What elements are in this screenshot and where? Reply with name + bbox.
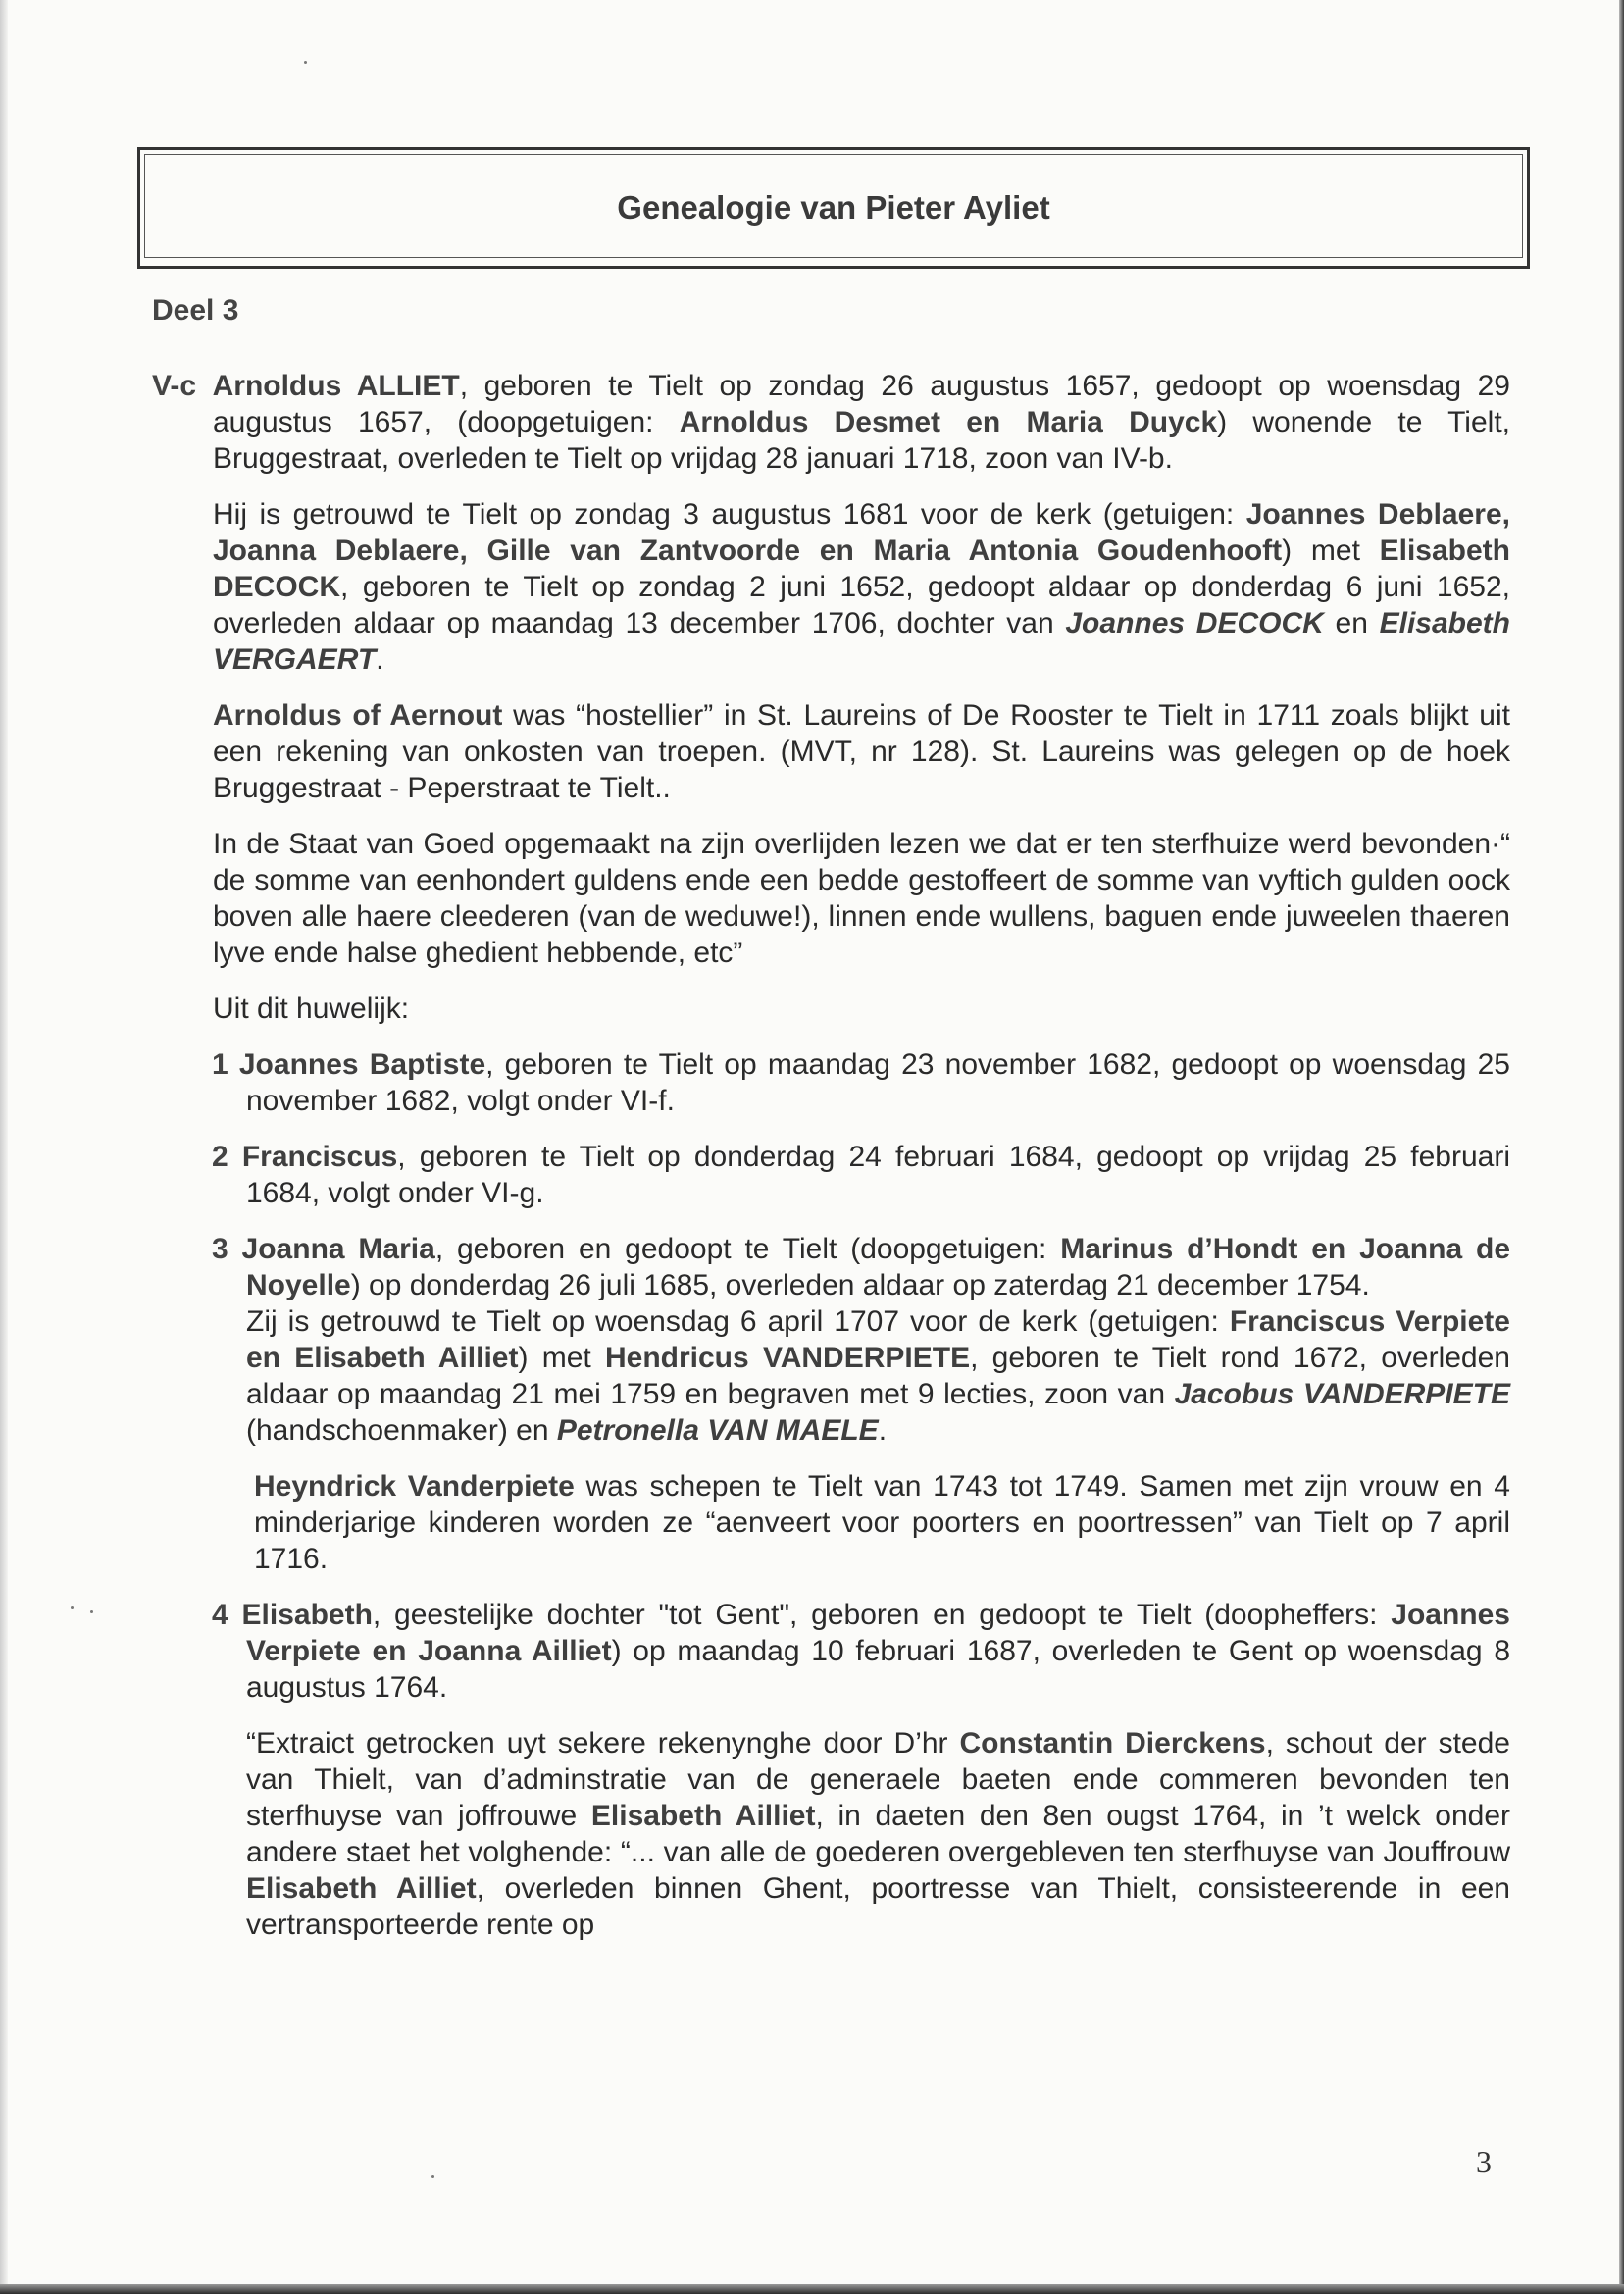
child-godparents: Marinus d’Hondt en Joanna de Noyelle — [246, 1233, 1511, 1301]
child-spouse-father: Jacobus VANDERPIETE — [1174, 1378, 1510, 1410]
quote-name: Elisabeth Ailliet — [246, 1872, 477, 1905]
note-name: Heyndrick Vanderpiete — [254, 1470, 575, 1503]
child-marriage-text-end: . — [878, 1414, 888, 1447]
child-1 — [152, 1046, 1510, 1119]
quote-text: , overleden binnen Ghent, poortresse van Thielt, consisteerende in een vertransporteerde rente op — [246, 1872, 1510, 1941]
child-text: , geestelijke dochter "tot Gent", geboren en gedoopt te Tielt (doopheffers: — [372, 1599, 1392, 1631]
child-text: , geboren te Tielt op maandag 23 november 1682, gedoopt op woensdag 25 november 1682, volgt onder VI-f. — [246, 1048, 1510, 1117]
child-text: , geboren te Tielt op donderdag 24 februari 1684, gedoopt op vrijdag 25 februari 1684, volgt onder VI-g. — [246, 1141, 1510, 1209]
note-text: was schepen te Tielt van 1743 tot 1749. Samen met zijn vrouw en 4 minderjarige kinderen worden ze “aenveert voor poorters en poortressen” van Tielt op 7 april 1716. — [254, 1470, 1510, 1575]
child-name: Joannes Baptiste — [238, 1048, 486, 1081]
page-edge-bottom — [0, 2284, 1624, 2294]
entry-godparents: Arnoldus Desmet en Maria Duyck — [679, 406, 1218, 438]
document-title: Genealogie van Pieter Ayliet — [617, 189, 1050, 226]
child-3 — [152, 1231, 1510, 1303]
child-spouse-mother: Petronella VAN MAELE — [556, 1414, 879, 1447]
marriage-text: ) met — [1282, 535, 1380, 567]
child-marriage-text: , geboren te Tielt rond 1672, overleden aldaar op maandag 21 mei 1759 en begraven met 9 lecties, zoon van — [246, 1342, 1510, 1410]
marriage-text: Hij is getrouwd te Tielt op zondag 3 augustus 1681 voor de kerk (getuigen: — [213, 498, 1246, 531]
quote-name: Elisabeth Ailliet — [590, 1800, 816, 1832]
entry-text-end: ) wonende te Tielt, Bruggestraat, overleden te Tielt op vrijdag 28 januari 1718, zoon van IV-b. — [213, 406, 1510, 475]
child-name: Franciscus — [241, 1141, 398, 1173]
child-marriage-text: ) met — [518, 1342, 605, 1374]
hostellier-name: Arnoldus of Aernout — [213, 699, 503, 732]
child-name: Elisabeth — [241, 1599, 373, 1631]
quote-name: Constantin Dierckens — [959, 1727, 1266, 1759]
title-box — [137, 147, 1530, 269]
child-text: ) op donderdag 26 juli 1685, overleden aldaar op zaterdag 21 december 1754. — [350, 1269, 1370, 1301]
page-number: 3 — [1476, 2144, 1492, 2179]
entry-name: Arnoldus ALLIET — [212, 370, 460, 402]
child-number: 4 — [212, 1599, 228, 1631]
child-3-marriage — [152, 1303, 1510, 1449]
marriage-paragraph — [152, 496, 1510, 678]
marriage-text: en — [1323, 607, 1380, 639]
child-spouse-name: Hendricus VANDERPIETE — [604, 1342, 971, 1374]
child-number: 2 — [212, 1141, 228, 1173]
child-number: 1 — [212, 1048, 228, 1081]
child-2 — [152, 1139, 1510, 1211]
child-marriage-text: (handschoenmaker) en — [246, 1414, 557, 1447]
page-edge-left — [0, 0, 8, 2294]
child-4 — [152, 1597, 1510, 1706]
scan-speck — [90, 1610, 93, 1613]
entry-text: , geboren te Tielt op zondag 26 augustus 1657, gedoopt op woensdag 29 augustus 1657, (doopgetuigen: — [213, 370, 1510, 438]
hostellier-paragraph — [152, 697, 1510, 806]
child-name: Joanna Maria — [241, 1233, 435, 1265]
entry-paragraph — [152, 368, 1510, 477]
quote-text: , in daeten den 8en ougst 1764, in ’t welck onder andere staet het volghende: “... van alle de goederen overgebleven ten sterfhuyse van Jouffrouw — [246, 1800, 1510, 1868]
child-number: 3 — [212, 1233, 228, 1265]
scan-speck — [304, 61, 307, 64]
spouse-name: Elisabeth DECOCK — [213, 535, 1510, 603]
children-intro: Uit dit huwelijk: — [213, 993, 410, 1025]
child-godparents: Joannes Verpiete en Joanna Ailliet — [246, 1599, 1510, 1667]
hostellier-text: was “hostellier” in St. Laureins of De Rooster te Tielt in 1711 zoals blijkt uit een rekening van onkosten van troepen. (MVT, nr 128). St. Laureins was gelegen op de hoek Bruggestraat - Peperstraat te Tielt.. — [213, 699, 1510, 804]
marriage-text: , geboren te Tielt op zondag 2 juni 1652, gedoopt aldaar op donderdag 6 juni 1652, overleden aldaar op maandag 13 december 1706, dochter van — [213, 571, 1510, 639]
quote-text: “Extraict getrocken uyt sekere rekenynghe door D’hr — [246, 1727, 960, 1759]
quote-text: , schout der stede van Thielt, van d’adminstratie van de generaele baeten ende commeren bevonden ten sterfhuyse van joffrouwe — [246, 1727, 1510, 1832]
entry-code: V-c — [152, 370, 197, 402]
spouse-father: Joannes DECOCK — [1065, 607, 1324, 639]
child-marriage-witnesses: Franciscus Verpiete en Elisabeth Ailliet — [246, 1305, 1510, 1374]
spouse-mother: Elisabeth VERGAERT — [213, 607, 1510, 676]
part-heading: Deel 3 — [152, 294, 239, 327]
document-body — [152, 284, 1510, 1963]
scan-speck — [71, 1606, 74, 1609]
page-edge-right — [1619, 0, 1624, 2294]
child-3-note — [152, 1468, 1510, 1577]
child-text: ) op maandag 10 februari 1687, overleden te Gent op woensdag 8 augustus 1764. — [246, 1635, 1511, 1704]
estate-paragraph: In de Staat van Goed opgemaakt na zijn overlijden lezen we dat er ten sterfhuize werd bevonden·“ de somme van eenhondert guldens ende een bedde gestoffeert de somme van vyftich gulden oock boven alle haere cleederen (van de weduwe!), linnen ende wullens, baguen ende juweelen thaeren lyve ende halse ghedient hebbende, etc” — [213, 828, 1510, 969]
child-text: , geboren en gedoopt te Tielt (doopgetuigen: — [434, 1233, 1061, 1265]
child-marriage-text: Zij is getrouwd te Tielt op woensdag 6 april 1707 voor de kerk (getuigen: — [246, 1305, 1230, 1338]
child-4-quote — [152, 1725, 1510, 1943]
marriage-text-end: . — [376, 643, 384, 676]
marriage-witnesses: Joannes Deblaere, Joanna Deblaere, Gille van Zantvoorde en Maria Antonia Goudenhooft — [213, 498, 1510, 567]
scan-speck — [431, 2175, 434, 2178]
